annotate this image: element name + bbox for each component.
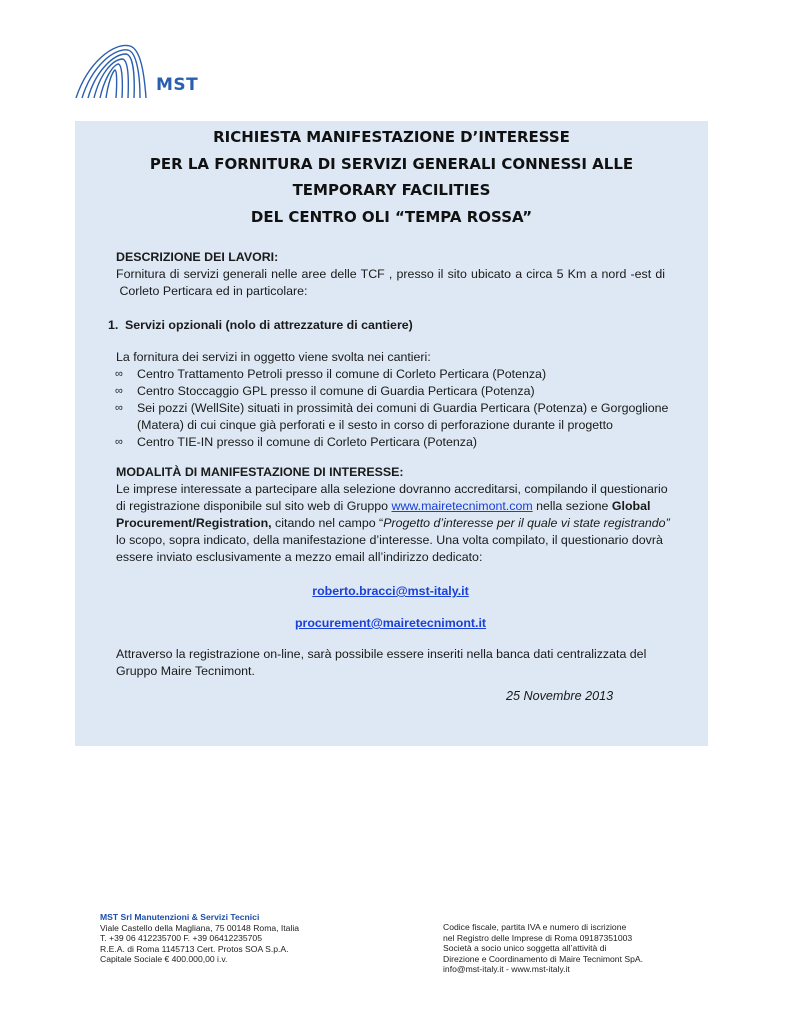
modalita-bold-text: Global: [611, 499, 651, 513]
modalita-line: [116, 498, 665, 515]
list-item-text: Centro TIE-IN presso il comune di Corleto Perticara (Potenza): [137, 435, 477, 449]
footer-line: Codice fiscale, partita IVA e numero di iscrizione: [443, 922, 627, 932]
footer-company-info: [100, 912, 400, 965]
footer-company-name: MST Srl Manutenzioni & Servizi Tecnici: [100, 912, 260, 922]
infinity-bullet-icon: ∞: [115, 436, 123, 448]
modalita-text: nella sezione: [532, 499, 612, 513]
modalita-line: lo scopo, sopra indicato, della manifestazione d’interesse. Una volta compilato, il questionario dovrà: [116, 533, 663, 547]
infinity-bullet-icon: ∞: [115, 402, 123, 414]
closing-line: Attraverso la registrazione on-line, sarà possibile essere inseriti nella banca dati centralizzata del: [116, 647, 647, 661]
footer-line: Capitale Sociale € 400.000,00 i.v.: [100, 954, 228, 965]
list-item-text: Centro Stoccaggio GPL presso il comune di Guardia Perticara (Potenza): [137, 384, 535, 398]
mairetecnimont-link[interactable]: www.mairetecnimont.com: [391, 499, 533, 513]
title-line: DEL CENTRO OLI “TEMPA ROSSA”: [250, 207, 533, 226]
modalita-heading: MODALITÀ DI MANIFESTAZIONE DI INTERESSE:: [116, 465, 404, 479]
title-line: RICHIESTA MANIFESTAZIONE D’INTERESSE: [213, 128, 570, 146]
section-title: Servizi opzionali (nolo di attrezzature di cantiere): [125, 318, 413, 332]
description-line: Corleto Perticara ed in particolare:: [116, 284, 308, 298]
email-link-procurement[interactable]: procurement@mairetecnimont.it: [294, 616, 487, 630]
footer-line: T. +39 06 412235700 F. +39 06412235705: [100, 933, 262, 944]
company-logo: [74, 40, 204, 102]
footer-line: nel Registro delle Imprese di Roma 09187351003: [443, 932, 633, 943]
footer-line: Direzione e Coordinamento di Maire Tecnimont SpA.: [443, 953, 643, 964]
closing-line: Gruppo Maire Tecnimont.: [116, 664, 255, 678]
document-title: [75, 124, 708, 230]
logo-text: MST: [156, 75, 199, 95]
section-number: 1.: [108, 318, 119, 332]
modalita-text: di registrazione disponibile sul sito web di Gruppo: [116, 499, 392, 513]
modalita-line: Le imprese interessate a partecipare alla selezione dovranno accreditarsi, compilando il questionario: [116, 482, 668, 496]
description-heading: DESCRIZIONE DEI LAVORI:: [116, 250, 279, 264]
sites-intro: La fornitura dei servizi in oggetto viene svolta nei cantieri:: [116, 350, 431, 364]
document-date: 25 Novembre 2013: [506, 689, 614, 703]
modalita-bold-text: Procurement/Registration,: [116, 516, 272, 530]
modalita-text: citando nel campo “: [271, 516, 384, 530]
email-row: [116, 615, 665, 632]
notice-panel: [75, 121, 708, 746]
modalita-line: essere inviato esclusivamente a mezzo email all’indirizzo dedicato:: [116, 550, 483, 564]
email-row: [116, 583, 665, 600]
footer-line: R.E.A. di Roma 1145713 Cert. Protos SOA S.p.A.: [100, 943, 289, 954]
email-link-roberto[interactable]: roberto.bracci@mst-italy.it: [312, 584, 469, 598]
title-line: PER LA FORNITURA DI SERVIZI GENERALI CONNESSI ALLE: [149, 154, 634, 173]
footer-line: Viale Castello della Magliana, 75 00148 Roma, Italia: [100, 922, 300, 933]
modalita-line: [116, 515, 670, 532]
list-item-text: (Matera) di cui cinque già perforati e il sesto in corso di perforazione durante il progetto: [137, 418, 613, 432]
modalita-italic-text: Progetto d’interesse per il quale vi state registrando”: [383, 516, 670, 530]
infinity-bullet-icon: ∞: [115, 385, 123, 397]
title-line: TEMPORARY FACILITIES: [292, 181, 491, 199]
description-line: Fornitura di servizi generali nelle aree delle TCF , presso il sito ubicato a circa 5 Km a nord -est di: [116, 267, 665, 281]
footer-line: Società a socio unico soggetta all’attività di: [443, 943, 607, 954]
footer-legal-info: [443, 922, 743, 975]
list-item-text: Sei pozzi (WellSite) situati in prossimità dei comuni di Guardia Perticara (Potenza) e Gorgoglione: [137, 401, 669, 415]
footer-contact-line: info@mst-italy.it - www.mst-italy.it: [443, 964, 570, 975]
infinity-bullet-icon: ∞: [115, 368, 123, 380]
list-item-text: Centro Trattamento Petroli presso il comune di Corleto Perticara (Potenza): [137, 367, 547, 381]
